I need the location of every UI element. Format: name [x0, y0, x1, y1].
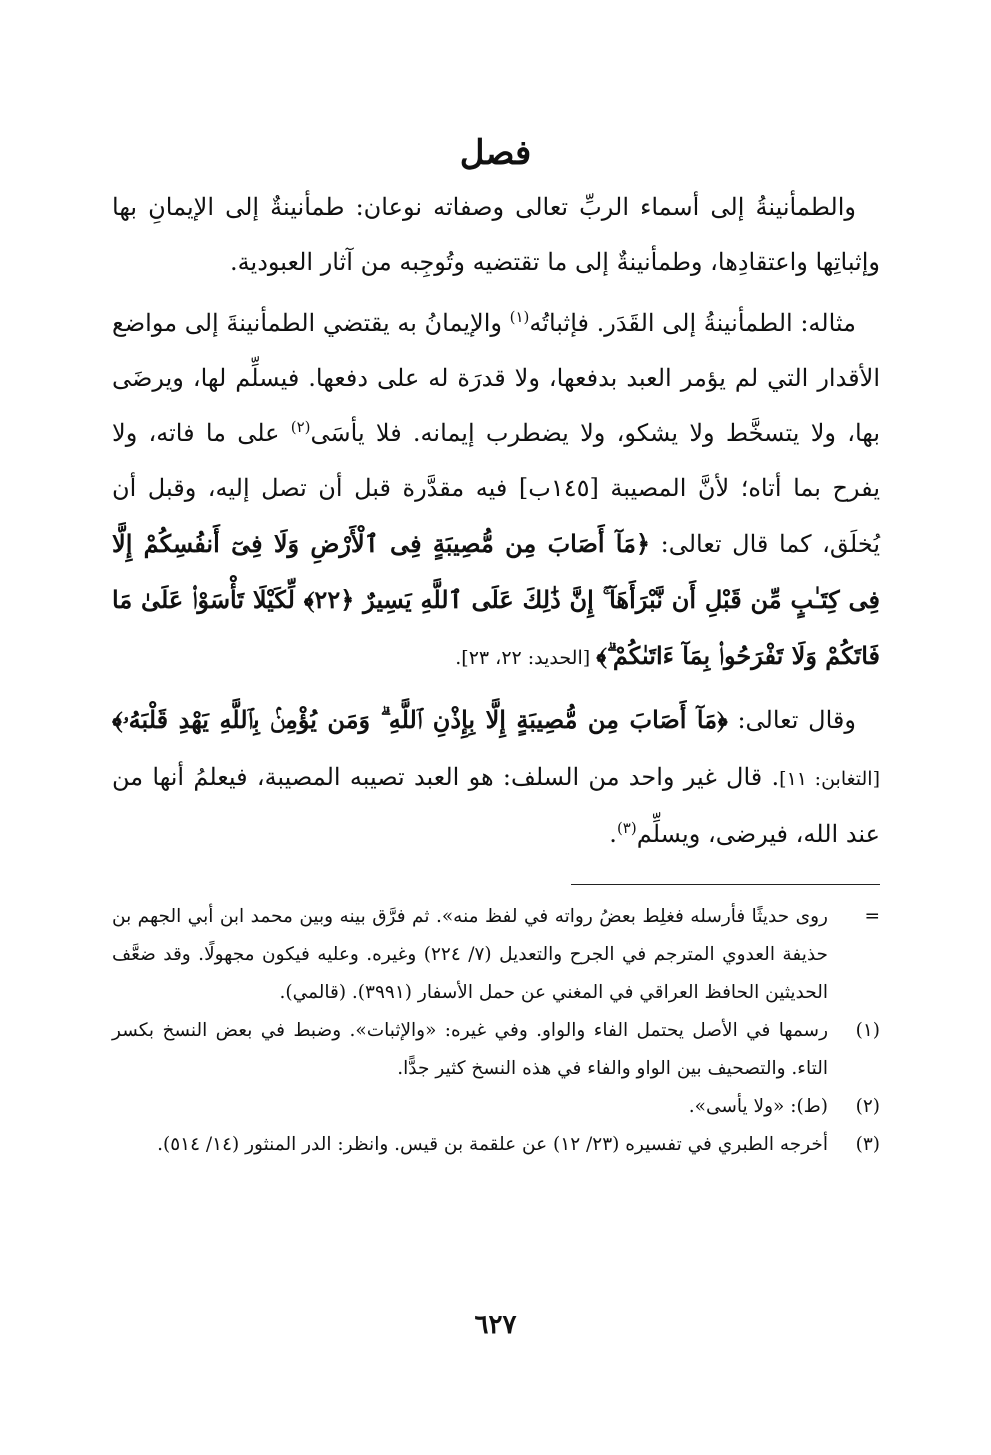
- section-heading: فصل: [459, 133, 532, 173]
- footnote-marker: =: [864, 906, 880, 927]
- footnote-1: [112, 1012, 880, 1088]
- quran-verse-taghabun: ﴿مَآ أَصَابَ مِن مُّصِيبَةٍ إِلَّا بِإِذْنِ ٱللَّهِ ۗ وَمَن يُؤْمِنۢ بِٱللَّهِ يَهْدِ قَلْبَهُۥ﴾: [112, 705, 728, 734]
- paragraph-2-text-c: على ما فاته، ولا يفرح بما أتاه؛ لأنَّ المصيبة [١٤٥ب] فيه مقدَّرة قبل أن تصل إليه، وقبل أن يُخلَق، كما قال تعالى:: [112, 419, 881, 558]
- footnote-continuation: [112, 898, 880, 1012]
- footnote-marker: (٢): [855, 1096, 880, 1117]
- verse-reference-taghabun: [التغابن: ١١]: [779, 768, 880, 790]
- footnote-text: أخرجه الطبري في تفسيره (٢٣/ ١٢) عن علقمة بن قيس. وانظر: الدر المنثور (١٤/ ٥١٤).: [157, 1134, 828, 1155]
- footnote-ref-2[interactable]: (٢): [290, 418, 311, 436]
- footnotes: [112, 898, 880, 1164]
- footnote-text: رسمها في الأصل يحتمل الفاء والواو. وفي غيره: «والإثبات». وضبط في بعض النسخ بكسر التاء. والتصحيف بين الواو والفاء في هذه النسخ كثير جدًّا.: [112, 1020, 828, 1079]
- paragraph-3-text-a: وقال تعالى:: [727, 706, 856, 734]
- paragraph-2: [112, 296, 880, 686]
- footnote-marker: (٣): [855, 1134, 880, 1155]
- footnote-ref-3[interactable]: (٣): [616, 819, 637, 837]
- paragraph-2-text-a: مثاله: الطمأنينةُ إلى القَدَر. فإثباتُه: [529, 309, 856, 337]
- main-text: [112, 180, 880, 862]
- footnote-2: [112, 1088, 880, 1126]
- footnote-3: [112, 1126, 880, 1164]
- paragraph-1: والطمأنينةُ إلى أسماء الربِّ تعالى وصفاته نوعان: طمأنينةٌ إلى الإيمانِ بها وإثباتِها واعتقادِها، وطمأنينةٌ إلى ما تقتضيه وتُوجِبه من آثار العبودية.: [112, 193, 880, 276]
- footnote-separator: [571, 884, 880, 885]
- quran-verse-hadid: ﴿مَآ أَصَابَ مِن مُّصِيبَةٍ فِى ٱلْأَرْضِ وَلَا فِىٓ أَنفُسِكُمْ إِلَّا فِى كِتَـٰبٍ مِّن قَبْلِ أَن نَّبْرَأَهَآ ۚ إِنَّ ذَٰلِكَ عَلَى ٱللَّهِ يَسِيرٌ ﴿٢٢﴾ لِّكَيْلَا تَأْسَوْا۟ عَلَىٰ مَا فَاتَكُمْ وَلَا تَفْرَحُوا۟ بِمَآ ءَاتَىٰكُمْ ۗ﴾: [112, 529, 880, 670]
- paragraph-3: [112, 692, 880, 862]
- paragraph-2-text-b: والإيمانُ به يقتضي الطمأنينةَ إلى مواضع الأقدار التي لم يؤمر العبد بدفعها، ولا قدرَة له على دفعها. فيسلِّم لها، ويرضَى بها، ولا يتسخَّط ولا يشكو، ولا يضطرب إيمانه. فلا يأسَى: [112, 309, 881, 447]
- page-number: ٦٢٧: [474, 1310, 517, 1340]
- verse-reference-hadid: [الحديد: ٢٢، ٢٣].: [455, 647, 597, 669]
- footnote-text: (ط): «ولا يأسى».: [688, 1096, 828, 1117]
- footnote-text: روى حديثًا فأرسله فغلِط بعضُ رواته في لفظ منه». ثم فرَّق بينه وبين محمد ابن أبي الجهم بن حذيفة العدوي المترجم في الجرح والتعديل (٧/ ٢٢٤) وغيره. وعليه فيكون مجهولًا. وقد ضعَّف الحديثين الحافظ العراقي في المغني عن حمل الأسفار (٣٩٩١). (قالمي).: [112, 906, 828, 1003]
- paragraph-3-end: .: [609, 820, 617, 848]
- paragraph-3-text-b: . قال غير واحد من السلف: هو العبد تصيبه المصيبة، فيعلمُ أنها من عند الله، فيرضى، ويسلِّم: [112, 763, 880, 848]
- footnote-ref-1[interactable]: (١): [509, 308, 530, 326]
- footnote-marker: (١): [855, 1020, 880, 1041]
